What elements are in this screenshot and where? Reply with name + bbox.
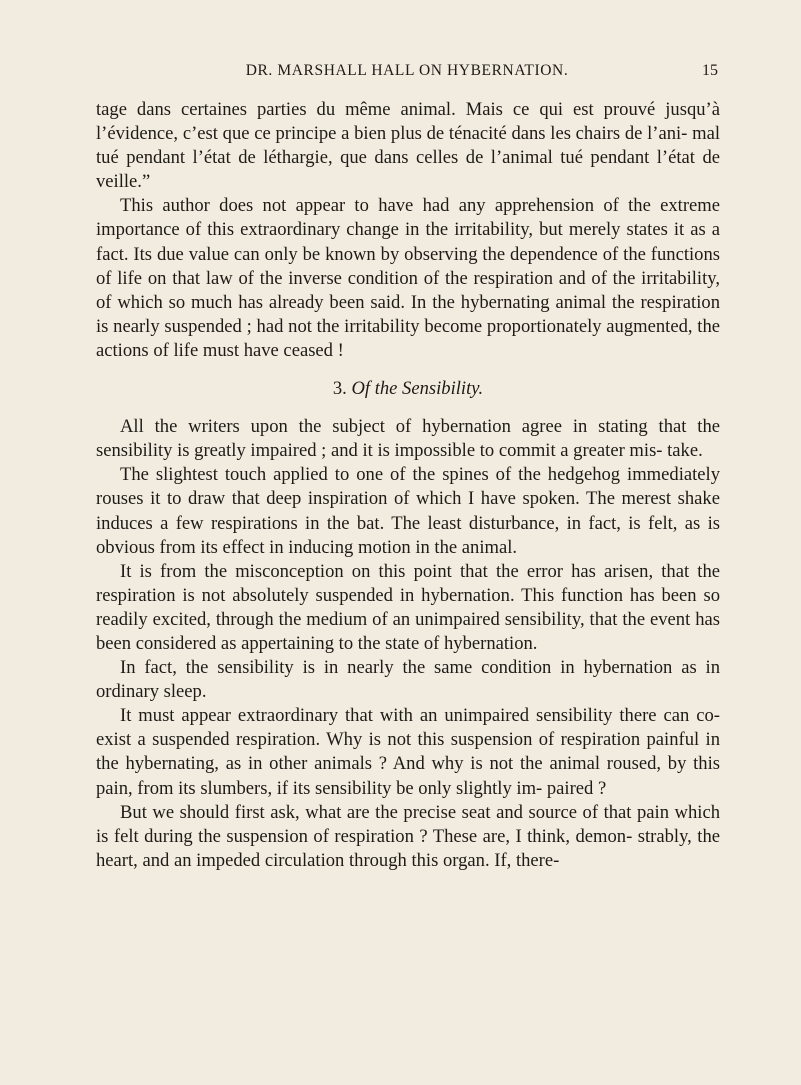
paragraph: It is from the misconception on this point that the error has arisen, that the respiration is not absolutely suspended in hybernation. This function has been so readily excited, through the medium of an unimpaired sensibility, that the event has been considered as appertaining to the state of hybernation. <box>96 560 720 654</box>
running-head <box>96 62 718 84</box>
paragraph: The slightest touch applied to one of the spines of the hedgehog immediately rouses it to draw that deep inspiration of which I have spoken. The merest shake induces a few respirations in the bat. The least disturbance, in fact, is felt, as is obvious from its effect in inducing motion in the animal. <box>96 464 720 558</box>
body-text <box>96 98 720 873</box>
paragraph: It must appear extraordinary that with an unimpaired sensibility there can co-exist a suspended respiration. Why is not this suspension of respiration painful in the hybernating, as in other animals ? And why is not the animal roused, by this pain, from its slumbers, if its sensibility be only slightly im- paired ? <box>96 705 720 799</box>
paragraph: All the writers upon the subject of hybernation agree in stating that the sensibility is greatly impaired ; and it is impossible to commit a greater mis- take. <box>96 416 720 462</box>
paragraph: tage dans certaines parties du même animal. Mais ce qui est prouvé jusqu’à l’évidence, c’est que ce principe a bien plus de ténacité dans les chairs de l’ani- mal tué pendant l’état de léthargie, que dans celles de l’animal tué pendant l’état de veille.” <box>96 99 720 193</box>
section-heading <box>96 377 720 401</box>
section-title: Of the Sensibility. <box>351 378 484 400</box>
paragraph: But we should first ask, what are the precise seat and source of that pain which is felt during the suspension of respiration ? These are, I think, demon- strably, the heart, and an impeded circulation through this organ. If, there- <box>96 801 720 871</box>
paragraph: In fact, the sensibility is in nearly the same condition in hybernation as in ordinary sleep. <box>96 657 720 703</box>
running-title: DR. MARSHALL HALL ON HYBERNATION. <box>245 62 569 79</box>
paragraph: This author does not appear to have had any apprehension of the extreme importance of this extraordinary change in the irritability, but merely states it as a fact. Its due value can only be known by observing the dependence of the functions of life on that law of the inverse condition of the respiration and of the irritability, of which so much has already been said. In the hybernating animal the respiration is nearly suspended ; had not the irritability become proportionately augmented, the actions of life must have ceased ! <box>96 195 720 361</box>
page-number: 15 <box>702 62 718 79</box>
section-number: 3. <box>332 378 347 400</box>
